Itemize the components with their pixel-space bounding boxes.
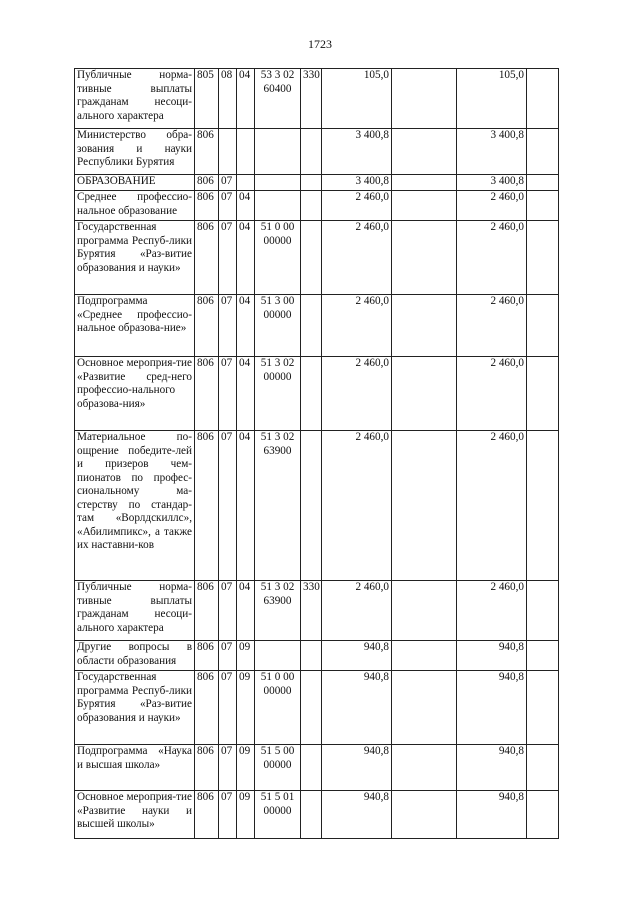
expense-type <box>301 791 322 839</box>
ministry-code: 805 <box>195 69 219 129</box>
subsection-code: 09 <box>237 671 255 745</box>
row-name: Подпрограмма «Наука и высшая школа» <box>75 745 195 791</box>
amount-1: 2 460,0 <box>322 581 392 641</box>
amount-4 <box>527 671 559 745</box>
target-article: 51 0 00 00000 <box>255 221 301 295</box>
row-name: Публичные норма-тивные выплаты гражданам несоци-ального характера <box>75 581 195 641</box>
amount-4 <box>527 69 559 129</box>
amount-1: 3 400,8 <box>322 175 392 191</box>
table-row <box>75 791 559 839</box>
amount-4 <box>527 791 559 839</box>
subsection-code: 04 <box>237 431 255 581</box>
target-article: 51 5 01 00000 <box>255 791 301 839</box>
expense-type <box>301 431 322 581</box>
table-row <box>75 745 559 791</box>
amount-1: 940,8 <box>322 791 392 839</box>
ministry-code: 806 <box>195 581 219 641</box>
amount-4 <box>527 295 559 357</box>
subsection-code: 04 <box>237 191 255 221</box>
section-code: 07 <box>219 175 237 191</box>
subsection-code: 04 <box>237 581 255 641</box>
subsection-code: 04 <box>237 69 255 129</box>
amount-2 <box>392 295 457 357</box>
expense-type <box>301 221 322 295</box>
ministry-code: 806 <box>195 745 219 791</box>
ministry-code: 806 <box>195 671 219 745</box>
row-name: Министерство обра-зования и науки Республики Бурятия <box>75 129 195 175</box>
table-row <box>75 129 559 175</box>
row-name: Государственная программа Респуб-лики Бурятия «Раз-витие образования и науки» <box>75 221 195 295</box>
section-code: 07 <box>219 221 237 295</box>
amount-1: 2 460,0 <box>322 357 392 431</box>
section-code <box>219 129 237 175</box>
amount-1: 940,8 <box>322 641 392 671</box>
amount-4 <box>527 641 559 671</box>
amount-3: 2 460,0 <box>457 431 527 581</box>
amount-4 <box>527 129 559 175</box>
budget-table <box>74 68 559 839</box>
table-row <box>75 221 559 295</box>
table-row <box>75 295 559 357</box>
ministry-code: 806 <box>195 295 219 357</box>
amount-1: 2 460,0 <box>322 295 392 357</box>
amount-3: 3 400,8 <box>457 175 527 191</box>
row-name: Среднее профессио-нальное образование <box>75 191 195 221</box>
row-name: Основное мероприя-тие «Развитие сред-него профессио-нального образова-ния» <box>75 357 195 431</box>
section-code: 07 <box>219 431 237 581</box>
expense-type <box>301 175 322 191</box>
ministry-code: 806 <box>195 357 219 431</box>
row-name: ОБРАЗОВАНИЕ <box>75 175 195 191</box>
amount-2 <box>392 357 457 431</box>
ministry-code: 806 <box>195 431 219 581</box>
subsection-code: 09 <box>237 791 255 839</box>
amount-2 <box>392 431 457 581</box>
amount-3: 940,8 <box>457 671 527 745</box>
amount-1: 2 460,0 <box>322 191 392 221</box>
amount-4 <box>527 221 559 295</box>
expense-type <box>301 191 322 221</box>
table-row <box>75 581 559 641</box>
ministry-code: 806 <box>195 191 219 221</box>
row-name: Основное мероприя-тие «Развитие науки и высшей школы» <box>75 791 195 839</box>
amount-1: 2 460,0 <box>322 431 392 581</box>
row-name: Материальное по-ощрение победите-лей и призеров чем-пионатов по профес-сиональному ма-стерству по стандар-там «Ворлдскиллс», «Абилимпикс», а также их наставни-ков <box>75 431 195 581</box>
table-row <box>75 641 559 671</box>
expense-type <box>301 641 322 671</box>
section-code: 07 <box>219 357 237 431</box>
expense-type <box>301 129 322 175</box>
section-code: 07 <box>219 745 237 791</box>
amount-2 <box>392 745 457 791</box>
expense-type <box>301 295 322 357</box>
row-name: Другие вопросы в области образования <box>75 641 195 671</box>
amount-4 <box>527 745 559 791</box>
ministry-code: 806 <box>195 129 219 175</box>
expense-type <box>301 745 322 791</box>
section-code: 07 <box>219 791 237 839</box>
section-code: 07 <box>219 581 237 641</box>
amount-3: 105,0 <box>457 69 527 129</box>
amount-3: 940,8 <box>457 791 527 839</box>
amount-3: 2 460,0 <box>457 581 527 641</box>
expense-type <box>301 671 322 745</box>
section-code: 08 <box>219 69 237 129</box>
ministry-code: 806 <box>195 221 219 295</box>
amount-1: 2 460,0 <box>322 221 392 295</box>
target-article: 51 3 00 00000 <box>255 295 301 357</box>
row-name: Государственная программа Респуб-лики Бурятия «Раз-витие образования и науки» <box>75 671 195 745</box>
section-code: 07 <box>219 191 237 221</box>
amount-1: 940,8 <box>322 671 392 745</box>
target-article <box>255 129 301 175</box>
amount-2 <box>392 671 457 745</box>
amount-3: 2 460,0 <box>457 191 527 221</box>
amount-4 <box>527 581 559 641</box>
target-article: 51 3 02 63900 <box>255 431 301 581</box>
amount-4 <box>527 175 559 191</box>
amount-3: 3 400,8 <box>457 129 527 175</box>
expense-type: 330 <box>301 69 322 129</box>
amount-4 <box>527 191 559 221</box>
amount-2 <box>392 221 457 295</box>
amount-3: 2 460,0 <box>457 357 527 431</box>
section-code: 07 <box>219 671 237 745</box>
amount-3: 2 460,0 <box>457 221 527 295</box>
expense-type: 330 <box>301 581 322 641</box>
budget-table-body <box>75 69 559 839</box>
target-article: 51 0 00 00000 <box>255 671 301 745</box>
subsection-code: 09 <box>237 641 255 671</box>
subsection-code <box>237 129 255 175</box>
amount-4 <box>527 357 559 431</box>
row-name: Публичные норма-тивные выплаты гражданам несоци-ального характера <box>75 69 195 129</box>
amount-1: 940,8 <box>322 745 392 791</box>
ministry-code: 806 <box>195 175 219 191</box>
amount-1: 105,0 <box>322 69 392 129</box>
section-code: 07 <box>219 295 237 357</box>
subsection-code <box>237 175 255 191</box>
amount-3: 940,8 <box>457 641 527 671</box>
amount-2 <box>392 791 457 839</box>
amount-2 <box>392 69 457 129</box>
page-number: 1723 <box>308 37 332 51</box>
target-article: 51 5 00 00000 <box>255 745 301 791</box>
amount-2 <box>392 641 457 671</box>
subsection-code: 09 <box>237 745 255 791</box>
table-row <box>75 69 559 129</box>
amount-2 <box>392 581 457 641</box>
subsection-code: 04 <box>237 357 255 431</box>
table-row <box>75 191 559 221</box>
table-row <box>75 357 559 431</box>
subsection-code: 04 <box>237 295 255 357</box>
target-article <box>255 191 301 221</box>
target-article: 51 3 02 00000 <box>255 357 301 431</box>
target-article: 51 3 02 63900 <box>255 581 301 641</box>
expense-type <box>301 357 322 431</box>
amount-2 <box>392 175 457 191</box>
amount-1: 3 400,8 <box>322 129 392 175</box>
amount-2 <box>392 191 457 221</box>
amount-3: 2 460,0 <box>457 295 527 357</box>
target-article <box>255 175 301 191</box>
ministry-code: 806 <box>195 791 219 839</box>
target-article: 53 3 02 60400 <box>255 69 301 129</box>
table-row <box>75 175 559 191</box>
table-row <box>75 431 559 581</box>
subsection-code: 04 <box>237 221 255 295</box>
table-row <box>75 671 559 745</box>
target-article <box>255 641 301 671</box>
amount-4 <box>527 431 559 581</box>
row-name: Подпрограмма «Среднее профессио-нальное образова-ние» <box>75 295 195 357</box>
ministry-code: 806 <box>195 641 219 671</box>
amount-2 <box>392 129 457 175</box>
amount-3: 940,8 <box>457 745 527 791</box>
section-code: 07 <box>219 641 237 671</box>
